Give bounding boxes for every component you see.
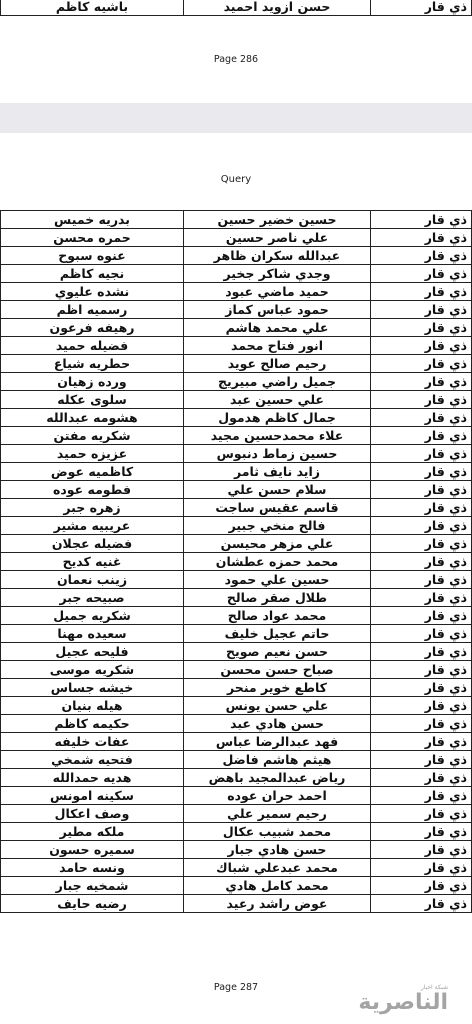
name-cell: محمد حمزه عطشان — [184, 553, 371, 571]
mother-name-cell: رسميه اظم — [1, 301, 184, 319]
name-cell: عبدالله سكران ظاهر — [184, 247, 371, 265]
governorate-cell: ذي قار — [371, 715, 472, 733]
governorate-cell: ذي قار — [371, 733, 472, 751]
governorate-cell: ذي قار — [371, 499, 472, 517]
mother-name-cell: رهيفه فرعون — [1, 319, 184, 337]
name-cell: علي حسين عبد — [184, 391, 371, 409]
table-row — [1, 895, 472, 913]
mother-name-cell: سميره حسون — [1, 841, 184, 859]
table-row — [1, 805, 472, 823]
page-286-sheet — [0, 0, 472, 103]
governorate-cell: ذي قار — [371, 661, 472, 679]
mother-name-cell: سلوى عكله — [1, 391, 184, 409]
governorate-cell: ذي قار — [371, 751, 472, 769]
name-cell: سلام حسن علي — [184, 481, 371, 499]
table-row — [1, 715, 472, 733]
name-cell: فهد عبدالرضا عباس — [184, 733, 371, 751]
page-number: Page 286 — [213, 54, 259, 65]
table-row — [1, 499, 472, 517]
name-cell: جمال كاظم هدمول — [184, 409, 371, 427]
mother-name-cell: سكينه امونس — [1, 787, 184, 805]
governorate-cell: ذي قار — [371, 0, 472, 16]
name-cell: صباح حسن محسن — [184, 661, 371, 679]
name-cell: طلال صقر صالح — [184, 589, 371, 607]
governorate-cell: ذي قار — [371, 301, 472, 319]
table-row — [1, 427, 472, 445]
name-cell: حسن نعيم صويح — [184, 643, 371, 661]
governorate-cell: ذي قار — [371, 517, 472, 535]
governorate-cell: ذي قار — [371, 427, 472, 445]
governorate-cell: ذي قار — [371, 787, 472, 805]
governorate-cell: ذي قار — [371, 841, 472, 859]
mother-name-cell: هديه حمدالله — [1, 769, 184, 787]
table-row — [1, 463, 472, 481]
governorate-cell: ذي قار — [371, 211, 472, 229]
name-cell: قاسم عقيس ساجت — [184, 499, 371, 517]
table-row — [1, 733, 472, 751]
name-cell: حسين علي حمود — [184, 571, 371, 589]
name-cell: محمد شبيب عكال — [184, 823, 371, 841]
mother-name-cell: عريبيه مشير — [1, 517, 184, 535]
table-row — [1, 481, 472, 499]
table-row — [1, 319, 472, 337]
name-cell: هيثم هاشم فاضل — [184, 751, 371, 769]
governorate-cell: ذي قار — [371, 265, 472, 283]
table-row — [1, 535, 472, 553]
table-row — [1, 679, 472, 697]
table-row — [1, 391, 472, 409]
page-number: Page 287 — [213, 982, 259, 993]
top-table — [0, 0, 472, 16]
mother-name-cell: هشومه عبدالله — [1, 409, 184, 427]
table-row — [1, 337, 472, 355]
name-cell: وجدي شاكر جخير — [184, 265, 371, 283]
table-row — [1, 229, 472, 247]
name-cell: علاء محمدحسين مجيد — [184, 427, 371, 445]
name-cell: حسن هادي عبد — [184, 715, 371, 733]
mother-name-cell: ونسه حامد — [1, 859, 184, 877]
governorate-cell: ذي قار — [371, 571, 472, 589]
mother-name-cell: رضيه حايف — [1, 895, 184, 913]
mother-name-cell: غنيه كديح — [1, 553, 184, 571]
table-row — [1, 301, 472, 319]
governorate-cell: ذي قار — [371, 877, 472, 895]
name-cell: رياض عبدالمجيد باهض — [184, 769, 371, 787]
name-cell: جميل راضي مبيريج — [184, 373, 371, 391]
name-cell: عوض راشد رعيد — [184, 895, 371, 913]
name-cell: حسين زماط دنبوس — [184, 445, 371, 463]
mother-name-cell: عفات خليفه — [1, 733, 184, 751]
name-cell: زايد نايف ثامر — [184, 463, 371, 481]
governorate-cell: ذي قار — [371, 391, 472, 409]
table-row — [1, 265, 472, 283]
mother-name-cell: شكريه جميل — [1, 607, 184, 625]
mother-name-cell: فضيله عجلان — [1, 535, 184, 553]
mother-name-cell: نجيه كاظم — [1, 265, 184, 283]
name-cell: فالح منخي جبير — [184, 517, 371, 535]
table-row — [1, 625, 472, 643]
table-row — [1, 373, 472, 391]
table-row — [1, 661, 472, 679]
mother-name-cell: عنوه سبوح — [1, 247, 184, 265]
table-row — [1, 841, 472, 859]
governorate-cell: ذي قار — [371, 589, 472, 607]
table-row — [1, 283, 472, 301]
mother-name-cell: ملكه مطير — [1, 823, 184, 841]
mother-name-cell: حكيمه كاظم — [1, 715, 184, 733]
mother-name-cell: زهره جبر — [1, 499, 184, 517]
table-row — [1, 877, 472, 895]
name-cell: علي مزهر محيسن — [184, 535, 371, 553]
name-cell: حسن هادي جبار — [184, 841, 371, 859]
mother-name-cell: عزيزه حميد — [1, 445, 184, 463]
governorate-cell: ذي قار — [371, 895, 472, 913]
governorate-cell: ذي قار — [371, 373, 472, 391]
governorate-cell: ذي قار — [371, 535, 472, 553]
table-row — [1, 571, 472, 589]
governorate-cell: ذي قار — [371, 769, 472, 787]
table-row — [1, 517, 472, 535]
mother-name-cell: فتحيه شمخي — [1, 751, 184, 769]
governorate-cell: ذي قار — [371, 859, 472, 877]
mother-name-cell: باشيه كاظم — [1, 0, 184, 16]
table-row — [1, 445, 472, 463]
mother-name-cell: شكريه مفتن — [1, 427, 184, 445]
governorate-cell: ذي قار — [371, 283, 472, 301]
table-row — [1, 643, 472, 661]
mother-name-cell: بدريه خميس — [1, 211, 184, 229]
mother-name-cell: وصف اعكال — [1, 805, 184, 823]
governorate-cell: ذي قار — [371, 625, 472, 643]
names-table — [0, 210, 472, 913]
table-row — [1, 355, 472, 373]
name-cell: رحيم سمير علي — [184, 805, 371, 823]
governorate-cell: ذي قار — [371, 607, 472, 625]
governorate-cell: ذي قار — [371, 481, 472, 499]
governorate-cell: ذي قار — [371, 553, 472, 571]
table-row — [1, 823, 472, 841]
name-cell: حسين خضير حسين — [184, 211, 371, 229]
table-row — [1, 211, 472, 229]
mother-name-cell: حمره محسن — [1, 229, 184, 247]
table-row — [1, 247, 472, 265]
mother-name-cell: شمخيه جبار — [1, 877, 184, 895]
name-cell: رحيم صالح عويد — [184, 355, 371, 373]
table-row — [1, 697, 472, 715]
mother-name-cell: ورده زهيان — [1, 373, 184, 391]
table-row — [1, 787, 472, 805]
mother-name-cell: فضيله حميد — [1, 337, 184, 355]
governorate-cell: ذي قار — [371, 337, 472, 355]
name-cell: حميد ماضي عبود — [184, 283, 371, 301]
name-cell: احمد حران عوده — [184, 787, 371, 805]
page-separator — [0, 103, 472, 133]
governorate-cell: ذي قار — [371, 643, 472, 661]
table-row — [1, 553, 472, 571]
mother-name-cell: فطومه عوده — [1, 481, 184, 499]
watermark-text: الناصرية — [358, 989, 448, 1015]
governorate-cell: ذي قار — [371, 463, 472, 481]
name-cell: حسن ازويد احميد — [184, 0, 371, 16]
table-row — [1, 607, 472, 625]
table-row — [1, 769, 472, 787]
name-cell: انور فتاح محمد — [184, 337, 371, 355]
governorate-cell: ذي قار — [371, 229, 472, 247]
governorate-cell: ذي قار — [371, 805, 472, 823]
table-row — [1, 751, 472, 769]
mother-name-cell: كاظميه عوض — [1, 463, 184, 481]
name-cell: حمود عباس كماز — [184, 301, 371, 319]
name-cell: علي ناصر حسين — [184, 229, 371, 247]
mother-name-cell: زينب نعمان — [1, 571, 184, 589]
watermark-logo — [358, 984, 448, 1015]
mother-name-cell: خيشه جساس — [1, 679, 184, 697]
governorate-cell: ذي قار — [371, 247, 472, 265]
table-row — [1, 0, 472, 16]
mother-name-cell: صبيحه جبر — [1, 589, 184, 607]
name-cell: محمد عواد صالح — [184, 607, 371, 625]
governorate-cell: ذي قار — [371, 409, 472, 427]
mother-name-cell: حطريه شياع — [1, 355, 184, 373]
mother-name-cell: فليحه عجيل — [1, 643, 184, 661]
name-cell: كاطع خوير منحر — [184, 679, 371, 697]
name-cell: محمد كامل هادي — [184, 877, 371, 895]
mother-name-cell: سعيده مهنا — [1, 625, 184, 643]
table-row — [1, 409, 472, 427]
governorate-cell: ذي قار — [371, 697, 472, 715]
watermark-subtitle: شبكة اخبار — [420, 984, 448, 991]
table-row — [1, 859, 472, 877]
name-cell: محمد عبدعلي شباك — [184, 859, 371, 877]
name-cell: علي محمد هاشم — [184, 319, 371, 337]
governorate-cell: ذي قار — [371, 679, 472, 697]
governorate-cell: ذي قار — [371, 445, 472, 463]
name-cell: علي حسن يونس — [184, 697, 371, 715]
mother-name-cell: شكريه موسى — [1, 661, 184, 679]
table-row — [1, 589, 472, 607]
governorate-cell: ذي قار — [371, 355, 472, 373]
mother-name-cell: هيله بنيان — [1, 697, 184, 715]
governorate-cell: ذي قار — [371, 823, 472, 841]
page-287-sheet — [0, 133, 472, 1024]
name-cell: حاتم عجيل خليف — [184, 625, 371, 643]
governorate-cell: ذي قار — [371, 319, 472, 337]
query-title: Query — [220, 174, 252, 185]
mother-name-cell: نشده عليوي — [1, 283, 184, 301]
